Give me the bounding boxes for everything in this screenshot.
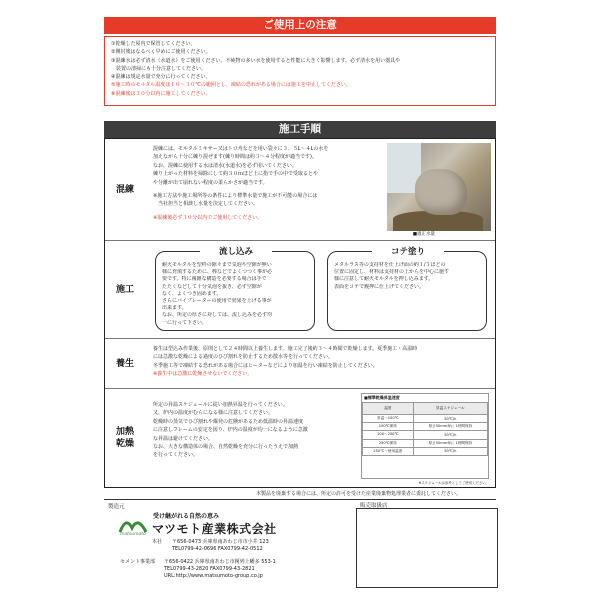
- table-row: [363, 415, 488, 423]
- trowel-box: [327, 247, 487, 331]
- seller-stamp-box: [356, 508, 498, 588]
- application-row: [105, 241, 495, 339]
- mixing-line: 混練には、モルタルミキサー又はトロ舟などを用い袋々に３．５L～４Lの水を: [153, 146, 329, 152]
- table-cell: 50℃/h: [413, 447, 487, 455]
- mixing-row: [105, 139, 495, 241]
- cement-line: 〒656-0422 兵庫県南あわじ市榎列上幡多 553-1: [164, 559, 276, 565]
- logo-text: matsumoto: [120, 532, 146, 536]
- curing-body: [153, 345, 489, 384]
- company-url[interactable]: URL:http://www.matsumoto-group.co.jp: [164, 573, 263, 580]
- caution-box: [104, 36, 496, 106]
- company-name: マツモト産業株式会社: [152, 522, 277, 536]
- caution-title-bar: [104, 17, 496, 34]
- procedure-title-bar: [104, 121, 496, 138]
- curing-line: 養生は型込み作業後、原則として２４時間以上養生します。施工完了後約３～４時間で乾燥します。夏季施工・高温時: [153, 346, 418, 352]
- pour-line: 一に行って下さい。: [162, 319, 208, 326]
- heating-schedule-table: [361, 393, 489, 479]
- pour-line: さらにバイブレーターの使用で効果を上げる事が: [162, 298, 272, 305]
- cement-label: セメント事業部: [120, 559, 156, 565]
- drying-line: に注意しフレームの安定を図り、炉内の温度が均一になるように急激: [153, 427, 308, 434]
- curing-warning: ※養生中は急激に乾燥させないでください。: [153, 371, 253, 378]
- mixing-line: なお、混練に使用する水は清水(水道水)を必ず用いてください。: [153, 162, 297, 169]
- pour-line: 耐火モルタルを型枠の隙々まで気泡や空隙が無い: [162, 262, 272, 268]
- footer-divider: [104, 499, 496, 500]
- caution-title: ご使用上の注意: [263, 19, 337, 31]
- application-label: 施工: [115, 284, 134, 295]
- drying-line: 所定の昇温スケジュールに従い加熱昇温を行ってください。: [153, 402, 288, 408]
- pour-title: 流し込み: [200, 246, 272, 258]
- hq-line: TEL0799-42-0696 FAX0799-42-0512: [172, 546, 263, 553]
- pour-line: なお、所定の厚さに対しては、流し込みを必ず均: [162, 312, 273, 319]
- drying-line: 乾燥時の蒸気でひび割れや爆発の危険があるため低温時の昇温速度: [153, 418, 304, 425]
- pour-line: なく、よくつき固めます。: [162, 290, 222, 297]
- drying-line: 又、炉内の温度がむらになる様に注意してください。: [153, 410, 274, 417]
- table-note: ※スケジュールは参考としてご使用ください。: [418, 481, 489, 485]
- seller-label: 販売取扱店: [360, 503, 388, 509]
- mixing-note: ※施工方法や施工場所等の条件により標準水量で施工が不可能の場合には: [153, 193, 318, 200]
- hq-address: [172, 539, 269, 553]
- table-row: [363, 431, 488, 439]
- trowel-line: 位置に固定し、材料は支持材の上からを中心に施す: [334, 269, 450, 276]
- caution-line: ⑤施工時のモルタル温度は１０～３０℃の範囲とし、凍結の恐れがある場合には施工を中止してください。: [111, 82, 351, 89]
- caution-line: 装置の清掃にも十分注意してください。: [111, 65, 207, 72]
- pour-line: 要です。特に複雑な構造を必要する場合は手で: [162, 276, 267, 283]
- mixing-body: [153, 145, 379, 236]
- procedure-title: 施工手順: [279, 123, 321, 135]
- caution-line: ④混練は規定水量で充分に行ってください。: [111, 74, 211, 81]
- table-cell: 250℃保持: [363, 439, 414, 447]
- caution-line: ⑥混練後は３０分以内に施工してください。: [111, 90, 211, 97]
- pour-line: 出来ます。: [162, 305, 187, 312]
- table-row: [363, 423, 488, 431]
- slogan: 受け継がれる自然の恵み: [153, 513, 220, 520]
- pour-line: 様に充填するために、棒などでよくつつく事が必: [162, 269, 273, 276]
- drying-line: な昇温は避けてください。: [153, 435, 214, 442]
- curing-line: には急激な乾燥による過度のひび割れを防止するため散水等を行ってください。: [153, 354, 334, 361]
- table-cell: 厚さ50mm毎に 1時間保持: [413, 423, 487, 431]
- caution-line: ①乾燥した屋内で保管してください。: [111, 41, 196, 47]
- hq-line: 〒656-0473 兵庫県南あわじ市市小井 123: [172, 539, 269, 545]
- curing-line: 冬季施工等で凍結する恐れがある場合にはヒーターなどにより加温を行い凍結を防止してください。: [153, 362, 378, 369]
- mixing-line: 練り上がった材料を掃除にして約３０ｍほど上に指で手の中で受取るとや: [153, 171, 319, 178]
- mixing-line: 加えながら十分に練り混ぜます(練り時間は約３～４分程度が適当です)。: [153, 154, 317, 161]
- drying-label: 加熱 乾燥: [115, 427, 134, 449]
- trowel-title: コテ塗り: [372, 246, 444, 258]
- table-header: 昇温スケジュール: [413, 403, 487, 415]
- trowel-line: 様に注意して耐火モルタルを押し込みます。: [334, 276, 434, 283]
- cement-address: [164, 559, 276, 581]
- mixing-line: や分離が出て崩れない程度の柔らかさが適当です。: [153, 179, 268, 186]
- curing-row: [105, 339, 495, 389]
- pour-line: たたくなどして十分気泡を抜き、必ず空隙が: [162, 283, 262, 290]
- procedure-table: [104, 138, 496, 488]
- caution-line: ②開封後はなるべく早めにご使用ください。: [111, 49, 211, 56]
- table-cell: 常温～100℃: [363, 415, 414, 423]
- table-title: ■標準乾燥昇温速度: [364, 395, 400, 400]
- mixing-label: 混練: [115, 184, 134, 195]
- mixing-note: 当社担当と相談し水量を決定してください。: [153, 201, 259, 208]
- table-cell: 50℃/h: [413, 415, 487, 423]
- company-logo-icon: [118, 514, 148, 536]
- table-cell: 100℃保持: [363, 423, 414, 431]
- mixing-warning: ※混練後必ず３０分以内でご使用してください。: [153, 214, 263, 221]
- table-cell: 100～250℃: [363, 431, 414, 439]
- cement-line: TEL0799-43-2820 FAX0799-43-2821: [164, 566, 255, 573]
- distributor-label: 製造元: [108, 504, 125, 510]
- mixing-photo: [387, 143, 491, 231]
- drying-body: [153, 401, 355, 483]
- pour-box: [155, 247, 315, 331]
- trowel-line: 表面をコテで鏝押に仕上げてください。: [334, 283, 425, 290]
- hq-label: 本社: [152, 539, 163, 545]
- drying-line: を行ってください。: [153, 452, 199, 459]
- drying-row: [105, 389, 495, 487]
- disposal-note: 本製品を廃棄する場合には、所定の許可を受けた産業廃棄物処理業者に委託してください。: [256, 491, 462, 497]
- caution-line: ③混練水は必ず清水（水道水）をご使用ください。不純物の多い水を使用すると性能に大きく影響します。必ず清水を用い器具や: [111, 57, 401, 64]
- table-cell: 厚さ50mm毎に 1時間保持: [413, 439, 487, 447]
- trowel-line: メタルラス等の支持材を仕上げ面の約１/３ほどの: [334, 262, 446, 268]
- table-cell: 250℃～使用温度: [363, 447, 414, 455]
- table-header: 温度: [363, 403, 414, 415]
- drying-line: なお、大きな構造体の場合、自然乾燥を充分に行ったうえで加熱: [153, 444, 299, 451]
- table-row: [363, 447, 488, 455]
- curing-label: 養生: [115, 358, 134, 369]
- photo-caption: ■適正水量: [412, 232, 435, 237]
- table-cell: 50℃/h: [413, 431, 487, 439]
- table-row: [363, 439, 488, 447]
